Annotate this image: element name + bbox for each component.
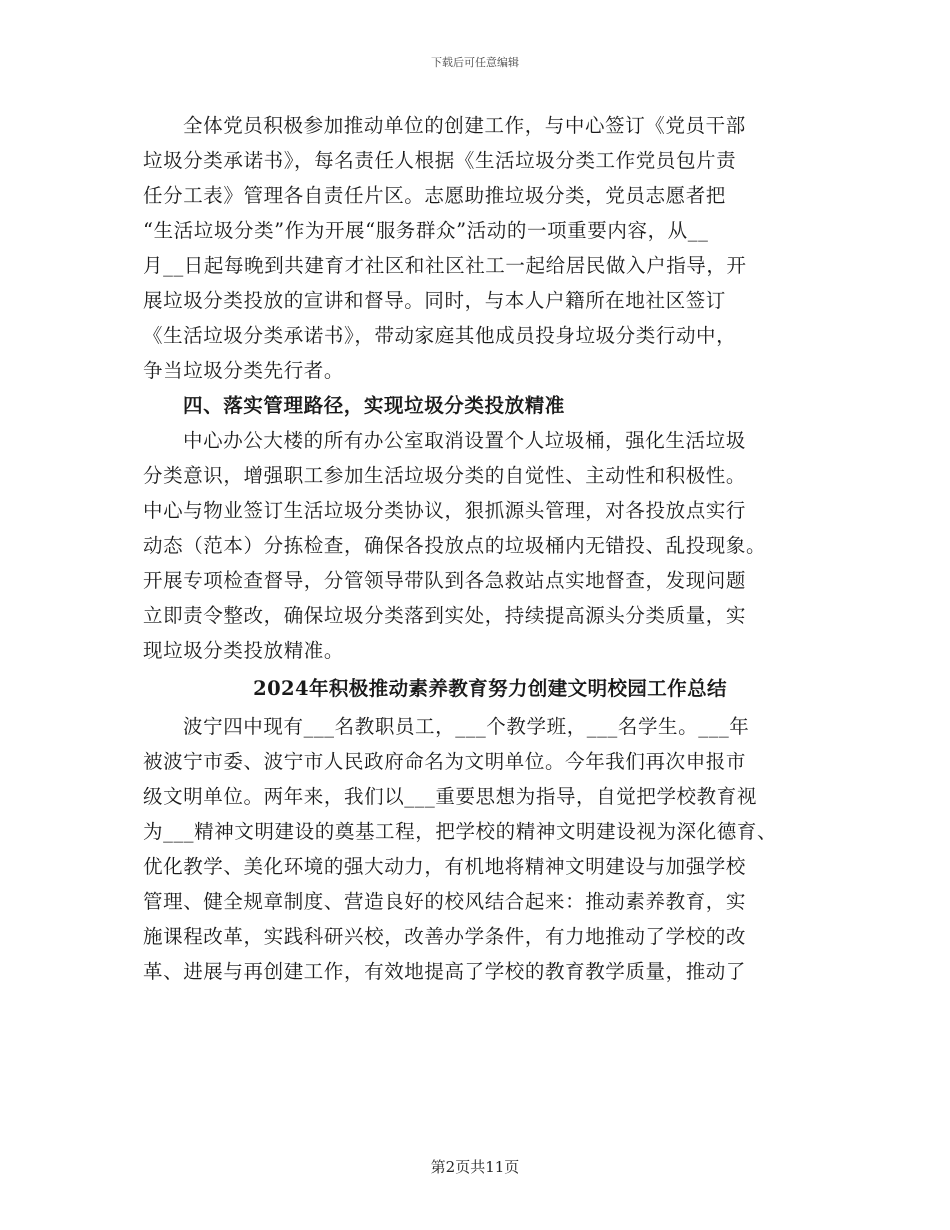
section-1 xyxy=(143,108,813,388)
paragraph-line: 管理、健全规章制度、营造良好的校风结合起来：推动素养教育，实 xyxy=(143,890,747,913)
paragraph-line: 革、进展与再创建工作，有效地提高了学校的教育教学质量，推动了 xyxy=(143,960,747,983)
paragraph-line: 《生活垃圾分类承诺书》，带动家庭其他成员投身垃圾分类行动中， xyxy=(143,324,737,347)
paragraph-line: 中心与物业签订生活垃圾分类协议，狠抓源头管理，对各投放点实行 xyxy=(143,499,747,522)
paragraph-line: 月__日起每晚到共建育才社区和社区社工一起给居民做入户指导，开 xyxy=(143,254,747,277)
paragraph-line: 立即责令整改，确保垃圾分类落到实处，持续提高源头分类质量，实 xyxy=(143,604,747,627)
paragraph-line: 为___精神文明建设的奠基工程，把学校的精神文明建设视为深化德育、 xyxy=(143,820,778,843)
paragraph-line: 垃圾分类承诺书》，每名责任人根据《生活垃圾分类工作党员包片责 xyxy=(143,149,737,172)
paragraph-line: 展垃圾分类投放的宣讲和督导。同时，与本人户籍所在地社区签订 xyxy=(143,289,726,312)
paragraph-line: 施课程改革，实践科研兴校，改善办学条件，有力地推动了学校的改 xyxy=(143,925,747,948)
article xyxy=(143,671,813,989)
paragraph-line: 现垃圾分类投放精准。 xyxy=(143,639,345,662)
paragraph-line: 被波宁市委、波宁市人民政府命名为文明单位。今年我们再次申报市 xyxy=(143,750,747,773)
paragraph-line: 任分工表》管理各自责任片区。志愿助推垃圾分类，党员志愿者把 xyxy=(143,184,726,207)
paragraph-line: 波宁四中现有___名教职员工，___个教学班，___名学生。___年 xyxy=(183,715,750,738)
article-title: 2024年积极推动素养教育努力创建文明校园工作总结 xyxy=(253,677,727,700)
header-note: 下载后可任意编辑 xyxy=(431,56,519,69)
paragraph-line: 分类意识，增强职工参加生活垃圾分类的自觉性、主动性和积极性。 xyxy=(143,464,747,487)
section-heading: 四、落实管理路径，实现垃圾分类投放精准 xyxy=(183,394,565,417)
paragraph-line: 中心办公大楼的所有办公室取消设置个人垃圾桶，强化生活垃圾 xyxy=(183,429,746,452)
paragraph-line: 优化教学、美化环境的强大动力，有机地将精神文明建设与加强学校 xyxy=(143,855,747,878)
paragraph-line: 级文明单位。两年来，我们以___重要思想为指导，自觉把学校教育视 xyxy=(143,785,757,808)
document-body xyxy=(143,108,813,989)
paragraph-line: 争当垃圾分类先行者。 xyxy=(143,359,345,382)
paragraph-line: “生活垃圾分类”作为开展“服务群众”活动的一项重要内容，从__ xyxy=(143,219,709,242)
section-2 xyxy=(143,388,813,668)
paragraph-line: 全体党员积极参加推动单位的创建工作，与中心签订《党员干部 xyxy=(183,114,746,137)
paragraph-line: 动态（范本）分拣检查，确保各投放点的垃圾桶内无错投、乱投现象。 xyxy=(143,534,767,557)
page-number: 第2页共11页 xyxy=(430,1158,520,1176)
paragraph-line: 开展专项检查督导，分管领导带队到各急救站点实地督查，发现问题 xyxy=(143,569,747,592)
